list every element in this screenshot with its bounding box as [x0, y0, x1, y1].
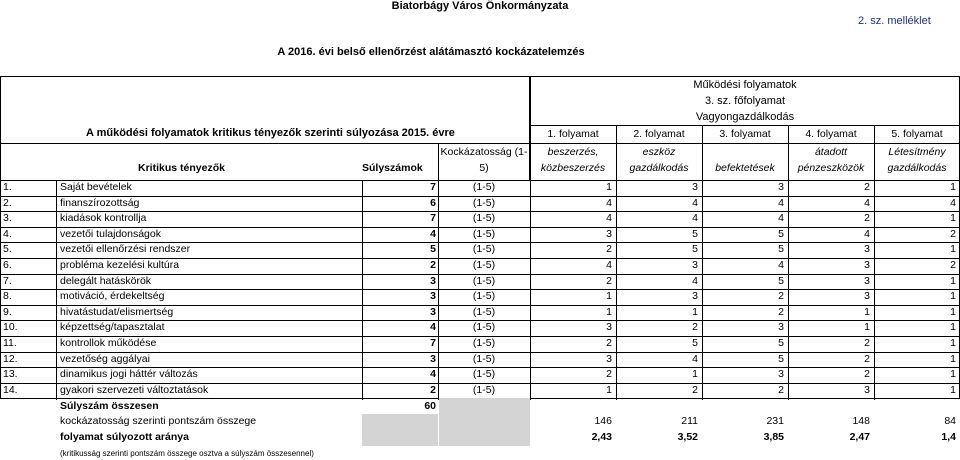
weighted-ratio-value-p5: 1,4	[941, 431, 956, 443]
row-value-p4: 2	[864, 353, 870, 365]
row-value-p2: 1	[692, 306, 698, 318]
score-sum-value-p5: 84	[944, 415, 956, 427]
row-range: (1-5)	[472, 259, 496, 271]
row-value-p3: 2	[778, 290, 784, 302]
row-value-p3: 4	[778, 259, 784, 271]
table-row	[0, 289, 960, 305]
row-value-p1: 3	[606, 321, 612, 333]
process-header-line1: Működési folyamatok	[693, 79, 797, 91]
row-value-p5: 1	[950, 321, 956, 333]
score-sum-label: kockázatosság szerinti pontszám összege	[60, 415, 257, 427]
row-range: (1-5)	[472, 275, 496, 287]
row-value-p5: 4	[950, 197, 956, 209]
row-range: (1-5)	[472, 181, 496, 193]
row-value-p1: 2	[606, 368, 612, 380]
row-value-p5: 1	[950, 384, 956, 396]
row-value-p1: 2	[606, 275, 612, 287]
row-value-p1: 1	[606, 384, 612, 396]
row-num: 11.	[3, 337, 17, 349]
row-value-p3: 5	[778, 228, 784, 240]
row-value-p4: 2	[864, 337, 870, 349]
row-value-p4: 1	[864, 306, 870, 318]
row-value-p1: 1	[606, 181, 612, 193]
row-factor: delegált hatáskörök	[60, 275, 152, 287]
row-divider	[56, 243, 57, 259]
row-value-p2: 4	[692, 197, 698, 209]
row-factor: kontrollok működése	[60, 337, 157, 349]
row-range: (1-5)	[472, 384, 496, 396]
row-value-p4: 2	[864, 181, 870, 193]
row-value-p3: 4	[778, 197, 784, 209]
weight-total-label: Súlyszám összesen	[60, 400, 159, 412]
row-factor: vezetőség aggályai	[60, 353, 150, 365]
row-divider	[56, 321, 57, 337]
process-num-1: 1. folyamat	[547, 128, 599, 140]
row-weight: 3	[430, 275, 436, 287]
process-name-4-line1: átadott	[814, 146, 848, 158]
row-num: 3.	[3, 212, 12, 224]
row-num: 10.	[3, 321, 18, 333]
row-value-p4: 3	[864, 259, 870, 271]
process-num-5: 5. folyamat	[891, 128, 943, 140]
row-divider	[56, 337, 57, 353]
process-num-3: 3. folyamat	[719, 128, 771, 140]
weight-total-value: 60	[424, 400, 436, 412]
row-value-p1: 4	[606, 197, 612, 209]
row-factor: motiváció, érdekeltség	[60, 290, 165, 302]
row-range: (1-5)	[472, 228, 496, 240]
row-factor: Saját bevételek	[60, 181, 132, 193]
row-num: 13.	[3, 368, 18, 380]
row-range: (1-5)	[472, 353, 496, 365]
row-value-p3: 3	[778, 181, 784, 193]
row-num: 6.	[3, 259, 12, 271]
process-num-4: 4. folyamat	[805, 128, 857, 140]
row-value-p1: 2	[606, 243, 612, 255]
row-value-p2: 5	[692, 337, 698, 349]
col-header-weights: Súlyszámok	[362, 162, 423, 174]
table-row	[0, 258, 960, 274]
row-value-p2: 2	[692, 384, 698, 396]
row-value-p1: 4	[606, 212, 612, 224]
row-factor: kiadások kontrollja	[60, 212, 147, 224]
table-row	[0, 211, 960, 227]
table-row	[0, 320, 960, 336]
row-value-p2: 1	[692, 368, 698, 380]
row-divider	[56, 212, 57, 228]
row-range: (1-5)	[472, 321, 496, 333]
process-header-line3: Vagyongazdálkodás	[695, 111, 795, 123]
row-value-p1: 1	[606, 306, 612, 318]
row-value-p3: 5	[778, 243, 784, 255]
row-factor: gyakori szervezeti változtatások	[60, 384, 209, 396]
header-vline-p5	[874, 125, 875, 180]
table-row	[0, 367, 960, 383]
process-header-line2: 3. sz. főfolyamat	[704, 95, 786, 107]
row-value-p3: 5	[778, 275, 784, 287]
row-divider	[56, 290, 57, 306]
row-factor: hivatástudat/elismertség	[60, 306, 174, 318]
process-name-1-line2: közbeszerzés	[540, 162, 606, 174]
row-value-p3: 3	[778, 321, 784, 333]
row-num: 4.	[3, 228, 12, 240]
weighted-ratio-grey-2	[439, 430, 530, 446]
table-row	[0, 180, 960, 196]
row-range: (1-5)	[472, 212, 496, 224]
document-title: A 2016. évi belső ellenőrzést alátámasztó kockázatelemzés	[277, 46, 585, 58]
weighting-title: A működési folyamatok kritikus tényezők szerinti súlyozása 2015. évre	[86, 127, 455, 139]
weighted-ratio-value-p2: 3,52	[677, 431, 698, 443]
row-value-p1: 1	[606, 290, 612, 302]
process-name-3-line2: befektetések	[715, 162, 775, 174]
row-value-p5: 1	[950, 212, 956, 224]
row-divider	[56, 368, 57, 384]
row-range: (1-5)	[472, 197, 496, 209]
row-weight: 3	[430, 306, 436, 318]
weighted-ratio-value-p1: 2,43	[591, 431, 612, 443]
row-num: 7.	[3, 275, 12, 287]
col-header-risk-line2: 5)	[479, 162, 489, 174]
row-value-p5: 1	[950, 243, 956, 255]
row-weight: 7	[430, 181, 436, 193]
row-value-p3: 2	[778, 384, 784, 396]
process-name-1-line1: beszerzés,	[547, 146, 599, 158]
row-weight: 2	[430, 384, 436, 396]
row-value-p1: 3	[606, 228, 612, 240]
weight-total-grey	[439, 398, 530, 415]
row-value-p1: 3	[606, 353, 612, 365]
weighted-ratio-label: folyamat súlyozott aránya	[60, 431, 189, 443]
row-num: 12.	[3, 353, 18, 365]
row-factor: dinamikus jogi háttér változás	[60, 368, 198, 380]
row-factor: vezetői tulajdonságok	[60, 228, 161, 240]
row-value-p4: 3	[864, 243, 870, 255]
header-vline-p4	[788, 125, 789, 180]
score-sum-value-p3: 231	[766, 415, 784, 427]
row-value-p2: 4	[692, 353, 698, 365]
score-sum-value-p2: 211	[681, 415, 698, 427]
header-vline-risk	[438, 143, 439, 180]
row-value-p4: 3	[864, 384, 870, 396]
row-value-p3: 2	[778, 306, 784, 318]
row-value-p2: 3	[692, 181, 698, 193]
row-value-p2: 5	[692, 228, 698, 240]
col-header-factors: Kritikus tényezők	[138, 162, 225, 174]
attachment-label: 2. sz. melléklet	[858, 15, 931, 27]
weighted-ratio-grey-1	[362, 430, 438, 446]
row-value-p5: 1	[950, 306, 956, 318]
row-value-p2: 3	[692, 259, 698, 271]
row-value-p5: 1	[950, 337, 956, 349]
process-num-2: 2. folyamat	[633, 128, 685, 140]
row-weight: 3	[430, 290, 436, 302]
row-value-p3: 4	[778, 212, 784, 224]
row-value-p5: 1	[950, 368, 956, 380]
row-value-p5: 1	[950, 353, 956, 365]
row-num: 1.	[3, 181, 12, 193]
row-value-p3: 3	[778, 368, 784, 380]
row-value-p5: 1	[950, 275, 956, 287]
rows-left-border	[0, 180, 1, 398]
row-range: (1-5)	[472, 290, 496, 302]
row-factor: vezetői ellenőrzési rendszer	[60, 243, 191, 255]
row-value-p2: 4	[692, 275, 698, 287]
score-sum-value-p1: 146	[594, 415, 612, 427]
row-value-p4: 4	[864, 228, 870, 240]
row-value-p2: 2	[692, 321, 698, 333]
row-weight: 4	[430, 228, 436, 240]
row-weight: 7	[430, 337, 436, 349]
row-value-p3: 5	[778, 353, 784, 365]
row-weight: 3	[430, 353, 436, 365]
row-num: 2.	[3, 197, 12, 209]
score-sum-grey-2	[439, 414, 530, 430]
row-value-p4: 1	[864, 321, 870, 333]
row-value-p1: 2	[606, 337, 612, 349]
row-range: (1-5)	[472, 243, 496, 255]
row-value-p4: 2	[864, 368, 870, 380]
row-value-p4: 3	[864, 275, 870, 287]
title-divider	[0, 143, 960, 144]
row-value-p2: 4	[692, 212, 698, 224]
process-name-4-line2: pénzeszközök	[797, 162, 865, 174]
row-num: 8.	[3, 290, 12, 302]
header-vline-p3	[702, 125, 703, 180]
row-value-p5: 2	[950, 228, 956, 240]
process-name-2-line2: gazdálkodás	[629, 162, 689, 174]
row-num: 9.	[3, 306, 12, 318]
process-name-2-line1: eszköz	[642, 146, 676, 158]
row-factor: képzettség/tapasztalat	[60, 321, 165, 333]
row-value-p5: 2	[950, 259, 956, 271]
row-value-p2: 5	[692, 243, 698, 255]
score-sum-value-p4: 148	[852, 415, 870, 427]
row-value-p4: 4	[864, 197, 870, 209]
header-vline-p2	[616, 125, 617, 180]
row-range: (1-5)	[472, 337, 496, 349]
row-value-p5: 1	[950, 290, 956, 302]
table-row	[0, 383, 960, 399]
row-range: (1-5)	[472, 306, 496, 318]
row-weight: 4	[430, 368, 436, 380]
row-factor: probléma kezelési kultúra	[60, 259, 180, 271]
row-divider	[56, 181, 57, 197]
row-value-p1: 4	[606, 259, 612, 271]
row-value-p4: 3	[864, 290, 870, 302]
row-weight: 4	[430, 321, 436, 333]
table-row	[0, 336, 960, 352]
row-value-p3: 5	[778, 337, 784, 349]
org-name: Biatorbágy Város Önkormányzata	[391, 0, 569, 12]
row-num: 5.	[3, 243, 12, 255]
footnote: (kritikusság szerinti pontszám összege osztva a súlyszám összesennel)	[60, 449, 314, 458]
row-value-p2: 3	[692, 290, 698, 302]
row-weight: 6	[430, 197, 436, 209]
row-weight: 7	[430, 212, 436, 224]
row-divider	[56, 259, 57, 275]
weighted-ratio-value-p3: 3,85	[763, 431, 784, 443]
col-header-risk-line1: Kockázatosság (1-	[440, 146, 528, 158]
row-factor: finanszírozottság	[60, 197, 140, 209]
row-weight: 5	[430, 243, 436, 255]
weighted-ratio-value-p4: 2,47	[849, 431, 870, 443]
score-sum-grey-1	[362, 414, 438, 430]
process-name-5-line2: gazdálkodás	[887, 162, 947, 174]
row-num: 14.	[3, 384, 18, 396]
table-row	[0, 242, 960, 258]
row-value-p5: 1	[950, 181, 956, 193]
row-value-p4: 2	[864, 212, 870, 224]
row-weight: 2	[430, 259, 436, 271]
process-name-5-line1: Létesítmény	[888, 146, 946, 158]
row-range: (1-5)	[472, 368, 496, 380]
